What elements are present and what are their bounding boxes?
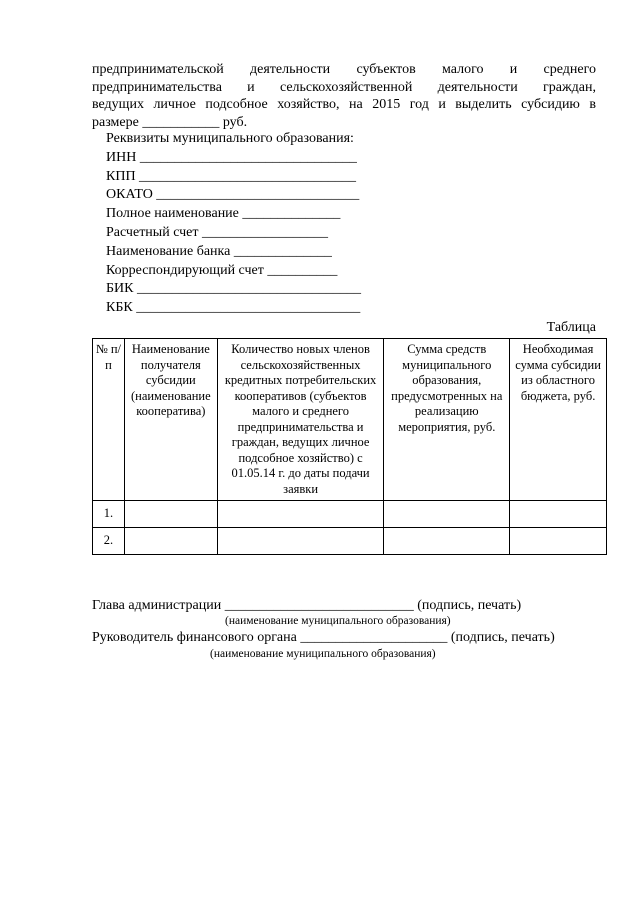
requisite-account: Расчетный счет __________________ xyxy=(106,224,329,240)
intro-paragraph xyxy=(92,61,596,131)
table-cell xyxy=(124,501,217,528)
header-recipient: Наименование получателя субсидии (наименование кооператива) xyxy=(124,339,217,501)
requisites-block xyxy=(106,130,361,318)
table-row xyxy=(93,501,607,528)
subsidy-table xyxy=(92,338,607,555)
table-row xyxy=(93,528,607,555)
table-cell xyxy=(510,501,607,528)
header-number: № п/п xyxy=(93,339,125,501)
requisites-heading: Реквизиты муниципального образования: xyxy=(106,131,354,146)
table-cell: 2. xyxy=(93,528,125,555)
table-cell xyxy=(510,528,607,555)
paragraph-line: ведущих личное подсобное хозяйство, на 2015 год и выделить субсидию в xyxy=(92,97,596,112)
table-cell xyxy=(217,528,384,555)
requisite-inn: ИНН _______________________________ xyxy=(106,149,357,165)
finance-signature-note: (наименование муниципального образования) xyxy=(210,648,436,660)
header-member-count: Количество новых членов сельскохозяйственных кредитных потребительских кооперативов (субъектов малого и среднего предпринимательства и граждан, ведущих личное подсобное хозяйство) с 01.05.14 г. до даты подачи заявки xyxy=(217,339,384,501)
requisite-full-name: Полное наименование ______________ xyxy=(106,206,341,222)
requisite-bik: БИК ________________________________ xyxy=(106,281,361,297)
table-cell xyxy=(384,501,510,528)
requisite-kbk: КБК ________________________________ xyxy=(106,300,361,316)
table-caption: Таблица xyxy=(546,320,596,335)
finance-signature-line: Руководитель финансового органа _____________________ (подпись, печать) xyxy=(92,630,555,645)
table-header-row xyxy=(93,339,607,501)
paragraph-line: предпринимательской деятельности субъектов малого и среднего xyxy=(92,62,596,77)
paragraph-line: размере ___________ руб. xyxy=(92,114,248,130)
head-signature-line: Глава администрации ___________________________ (подпись, печать) xyxy=(92,598,522,613)
table-cell: 1. xyxy=(93,501,125,528)
requisite-corr-account: Корреспондирующий счет __________ xyxy=(106,262,338,278)
header-municipal-amount: Сумма средств муниципального образования, предусмотренных на реализацию мероприятия, руб. xyxy=(384,339,510,501)
requisite-bank-name: Наименование банка ______________ xyxy=(106,243,332,259)
header-required-subsidy: Необходимая сумма субсидии из областного бюджета, руб. xyxy=(510,339,607,501)
requisite-okato: ОКАТО _____________________________ xyxy=(106,187,360,203)
requisite-kpp: КПП _______________________________ xyxy=(106,168,357,184)
table-cell xyxy=(384,528,510,555)
table-cell xyxy=(124,528,217,555)
table-cell xyxy=(217,501,384,528)
head-signature-note: (наименование муниципального образования) xyxy=(225,615,451,627)
paragraph-line: предпринимательства и сельскохозяйственной деятельности граждан, xyxy=(92,79,596,95)
